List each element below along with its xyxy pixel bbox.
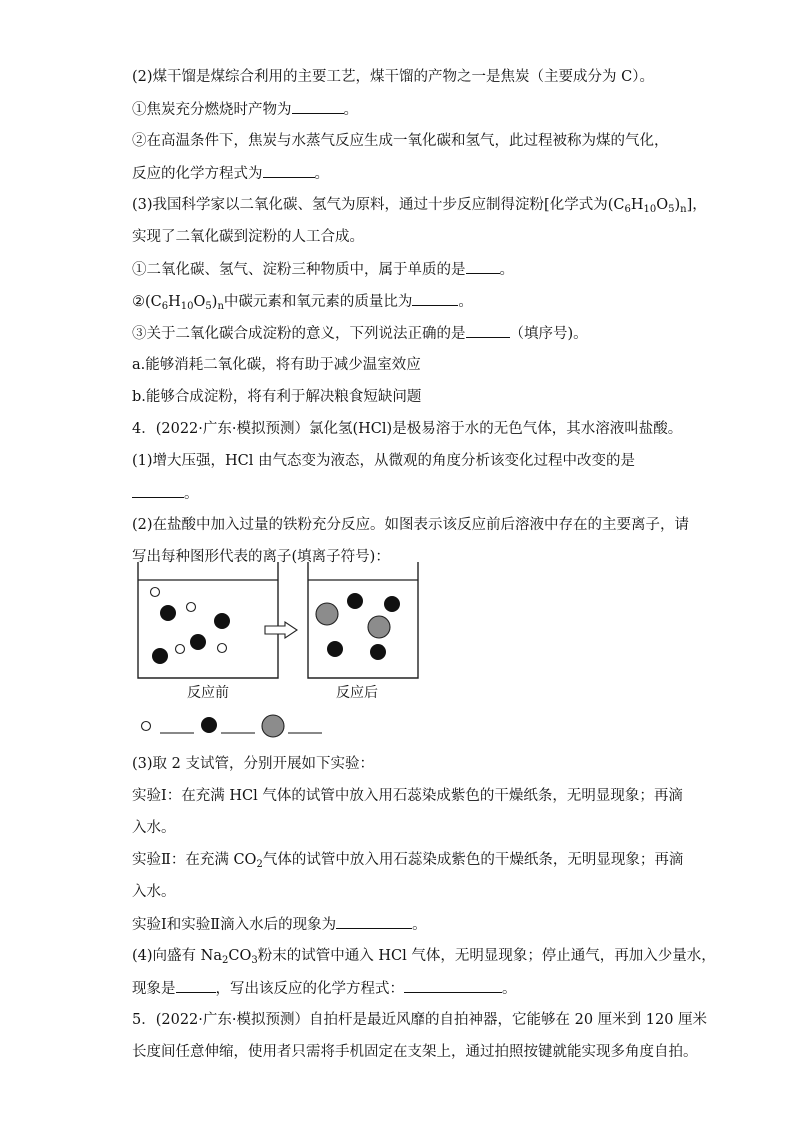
ion-black: [327, 641, 343, 657]
answer-blank[interactable]: [263, 163, 315, 178]
experiment-1: 实验Ⅰ：在充满 HCl 气体的试管中放入用石蕊染成紫色的干燥纸条，无明显现象；再滴: [132, 788, 683, 804]
option-b: b.能够合成淀粉，将有利于解决粮食短缺问题: [132, 389, 422, 405]
ion-black: [347, 593, 363, 609]
text-line-14: 。: [132, 483, 199, 504]
beaker-figure: [130, 560, 430, 740]
ion-white: [151, 588, 160, 597]
text-line-9: ③关于二氧化碳合成淀粉的意义，下列说法正确的是 （填序号)。: [132, 323, 588, 344]
ion-black: [370, 644, 386, 660]
answer-blank[interactable]: [466, 259, 500, 274]
ion-black: [190, 634, 206, 650]
question-5-heading: 5．(2022·广东·模拟预测）自拍杆是最近风靡的自拍神器，它能够在 20 厘米到 120 厘米: [132, 1012, 708, 1028]
ion-white: [187, 603, 196, 612]
text-line-2: ①焦炭充分燃烧时产物为 。: [132, 99, 358, 120]
answer-blank[interactable]: [466, 323, 510, 338]
ion-white: [218, 644, 227, 653]
experiment-2: 实验Ⅱ：在充满 $CO_2$气体的试管中放入用石蕊染成紫色的干燥纸条，无明显现象；再滴: [132, 852, 684, 870]
legend-gray-ion: [262, 715, 284, 737]
text-line-13: (1)增大压强，HCl 由气态变为液态，从微观的角度分析该变化过程中改变的是: [132, 453, 636, 469]
text-line-26: 长度间任意伸缩，使用者只需将手机固定在支架上，通过拍照按键就能实现多角度自拍。: [132, 1044, 698, 1060]
legend-white-ion: [142, 722, 151, 731]
answer-blank[interactable]: [412, 291, 458, 306]
answer-blank[interactable]: [132, 483, 184, 498]
beaker-diagram: [130, 560, 430, 740]
caption-before: 反应前: [187, 685, 229, 701]
reaction-arrow-icon: [265, 622, 297, 638]
text-line-1: (2)煤干馏是煤综合利用的主要工艺，煤干馏的产物之一是焦炭（主要成分为 C）。: [132, 69, 654, 85]
text-line-22: 实验Ⅰ和实验Ⅱ滴入水后的现象为 。: [132, 914, 427, 935]
text-line-23: (4)向盛有 $Na_2CO_3$粉末的试管中通入 HCl 气体，无明显现象；停止通气，再加入少量水，: [132, 948, 716, 966]
question-4-heading: 4．(2022·广东·模拟预测）氯化氢(HCl)是极易溶于水的无色气体，其水溶液叫盐酸。: [132, 421, 683, 437]
answer-blank[interactable]: [292, 99, 344, 114]
text-line-24: 现象是 ，写出该反应的化学方程式： 。: [132, 978, 517, 999]
ion-black: [384, 596, 400, 612]
legend-black-ion: [201, 717, 217, 733]
beaker-after: [308, 562, 418, 678]
answer-blank[interactable]: [176, 978, 216, 993]
text-line-16: 写出每种图形代表的离子(填离子符号)：: [132, 549, 390, 565]
text-line-8: $②(C_6H_{10}O_5)_n$中碳元素和氧元素的质量比为 。: [132, 291, 473, 312]
text-line-5: (3)我国科学家以二氧化碳、氢气为原料，通过十步反应制得淀粉[化学式为$(C_6H_{10}O_5)_n$]，: [132, 197, 707, 215]
experiment-1-cont: 入水。: [132, 820, 176, 836]
ion-black: [152, 648, 168, 664]
text-line-7: ①二氧化碳、氢气、淀粉三种物质中，属于单质的是 。: [132, 259, 514, 280]
text-line-3: ②在高温条件下，焦炭与水蒸气反应生成一氧化碳和氢气，此过程被称为煤的气化，: [132, 133, 669, 149]
caption-after: 反应后: [336, 685, 378, 701]
ion-legend: [138, 714, 338, 740]
option-a: a.能够消耗二氧化碳，将有助于减少温室效应: [132, 357, 421, 373]
ion-legend-shapes: [138, 714, 338, 740]
text-line-17: (3)取 2 支试管，分别开展如下实验：: [132, 756, 374, 772]
ion-black: [160, 605, 176, 621]
experiment-2-cont: 入水。: [132, 884, 176, 900]
ion-white: [176, 645, 185, 654]
answer-blank[interactable]: [404, 978, 502, 993]
answer-blank[interactable]: [336, 914, 412, 929]
text-line-4: 反应的化学方程式为 。: [132, 163, 329, 184]
text-line-15: (2)在盐酸中加入过量的铁粉充分反应。如图表示该反应前后溶液中存在的主要离子，请: [132, 517, 690, 533]
ion-gray: [368, 616, 390, 638]
text-line-6: 实现了二氧化碳到淀粉的人工合成。: [132, 229, 364, 245]
ion-black: [214, 613, 230, 629]
beaker-before: [138, 562, 278, 678]
ion-gray: [316, 603, 338, 625]
